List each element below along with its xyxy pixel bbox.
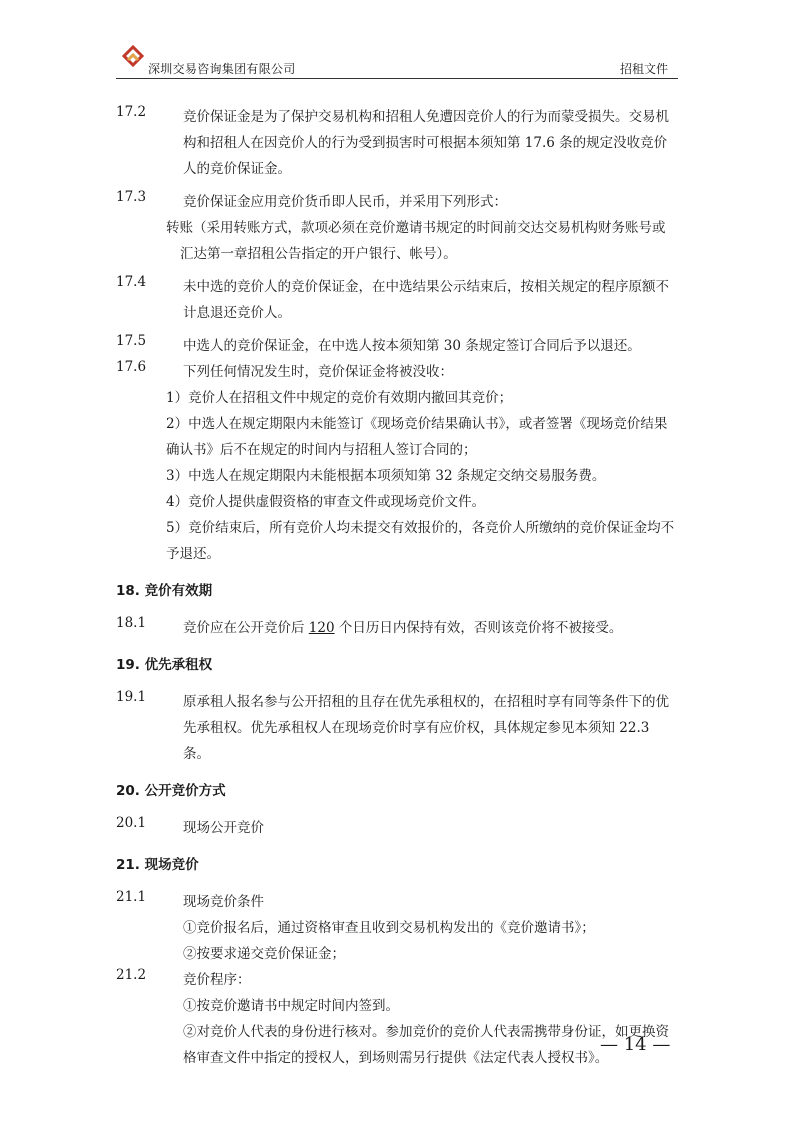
company-logo-icon [120,44,146,70]
clause-number: 17.6 [116,359,147,375]
clause-number: 17.4 [116,274,147,290]
section-heading-21: 21. 现场竞价 [116,857,199,873]
clause-text: 竞价程序： [183,972,251,988]
clause-17-2 [116,104,676,182]
clause-sub-item: 4）竞价人提供虚假资格的审查文件或现场竞价文件。 [166,494,486,510]
clause-18-1 [116,615,676,641]
section-heading-18: 18. 竞价有效期 [116,583,213,599]
clause-text: 竞价应在公开竞价后 120 个日历日内保持有效，否则该竞价将不被接受。 [183,620,623,636]
clause-text: 竞价保证金是为了保护交易机构和招租人免遭因竞价人的行为而蒙受损失。交易机构和招租人在因竞价人的行为受到损害时可根据本须知第 17.6 条的规定没收竞价人的竞价保证金。 [183,109,669,177]
document-type: 招租文件 [619,62,668,76]
clause-text: 原承租人报名参与公开招租的且存在优先承租权的，在招租时享有同等条件下的优先承租权。优先承租权人在现场竞价时享有应价权，具体规定参见本须知 22.3 条。 [183,694,669,762]
clause-number: 21.2 [116,967,147,983]
clause-17-6 [116,359,676,567]
clause-number: 21.1 [116,889,147,905]
clause-sub-item: ②按要求递交竞价保证金； [183,946,345,962]
header-divider [116,78,678,79]
clause-text: 现场竞价条件 [183,894,264,910]
clause-text: 下列任何情况发生时，竞价保证金将被没收： [183,364,453,380]
clause-19-1 [116,689,676,767]
page-header [116,40,678,80]
section-heading-19: 19. 优先承租权 [116,657,213,673]
company-name: 深圳交易咨询集团有限公司 [148,62,296,76]
clause-number: 17.3 [116,189,147,205]
clause-text: 中选人的竞价保证金，在中选人按本须知第 30 条规定签订合同后予以退还。 [183,338,641,354]
clause-17-4 [116,274,676,326]
clause-sub-item: ①竞价报名后，通过资格审查且收到交易机构发出的《竞价邀请书》； [183,920,595,936]
clause-sub-item: 5）竞价结束后，所有竞价人均未提交有效报价的，各竞价人所缴纳的竞价保证金均不予退还。 [166,520,675,562]
clause-sub-item: ①按竞价邀请书中规定时间内签到。 [183,998,399,1014]
clause-sub-item: 3）中选人在规定期限内未能根据本项须知第 32 条规定交纳交易服务费。 [166,468,606,484]
clause-21-2 [116,967,676,1071]
clause-number: 20.1 [116,815,147,831]
clause-number: 19.1 [116,689,147,705]
page-number: — 14 — [600,1034,671,1055]
clause-17-5 [116,333,676,359]
clause-sub-item: ②对竞价人代表的身份进行核对。参加竞价的竞价人代表需携带身份证，如更换资格审查文件中指定的授权人，到场则需另行提供《法定代表人授权书》。 [183,1024,669,1066]
validity-days: 120 [308,620,335,636]
clause-17-3 [116,189,676,267]
clause-sub-item: 1）竞价人在招租文件中规定的竞价有效期内撤回其竞价； [166,390,513,406]
clause-20-1 [116,815,676,841]
clause-sub-item: 2）中选人在规定期限内未能签订《现场竞价结果确认书》，或者签署《现场竞价结果确认书》后不在规定的时间内与招租人签订合同的； [166,416,668,458]
clause-text: 现场公开竞价 [183,820,264,836]
clause-text: 未中选的竞价人的竞价保证金，在中选结果公示结束后，按相关规定的程序原额不计息退还竞价人。 [183,279,669,321]
section-heading-20: 20. 公开竞价方式 [116,783,226,799]
clause-number: 17.2 [116,104,147,120]
document-body [116,104,676,1071]
clause-number: 18.1 [116,615,147,631]
clause-number: 17.5 [116,333,147,349]
clause-21-1 [116,889,676,967]
clause-text: 竞价保证金应用竞价货币即人民币，并采用下列形式： [183,194,507,210]
clause-sub-item: 转账（采用转账方式，款项必须在竞价邀请书规定的时间前交达交易机构财务账号或汇达第一章招租公告指定的开户银行、帐号）。 [166,220,666,262]
